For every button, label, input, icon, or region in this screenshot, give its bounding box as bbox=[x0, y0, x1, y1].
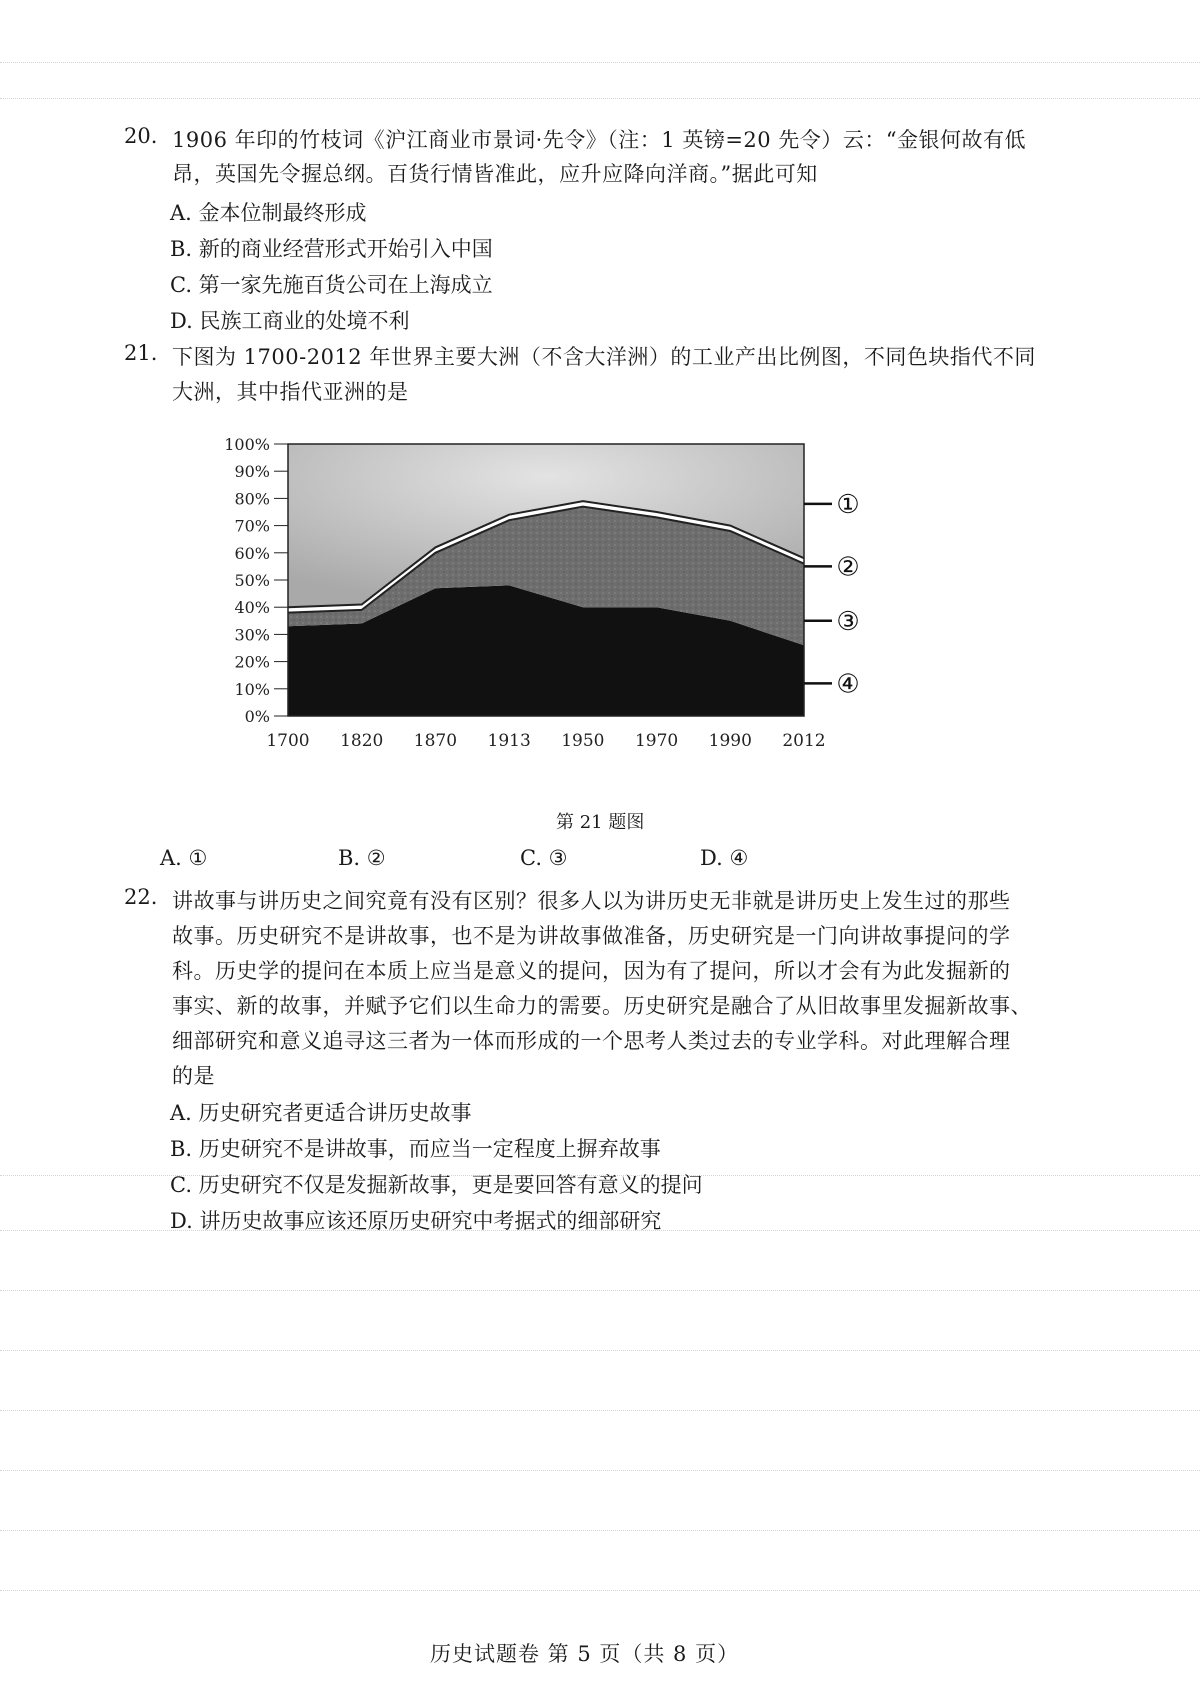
ruling-line bbox=[0, 98, 1200, 99]
y-tick-label: 100% bbox=[224, 435, 270, 454]
callout-label: ② bbox=[836, 552, 860, 583]
question-22-stem-line-5: 细部研究和意义追寻这三者为一体而形成的一个思考人类过去的专业学科。对此理解合理 bbox=[172, 1029, 1011, 1053]
question-22-number: 22. bbox=[124, 885, 158, 909]
y-tick-label: 60% bbox=[234, 543, 270, 563]
y-tick-label: 50% bbox=[234, 571, 270, 590]
question-20-stem-line-1: 1906 年印的竹枝词《沪江商业市景词·先令》（注：1 英镑=20 先令）云：“金银何故有低 bbox=[172, 128, 1027, 152]
page-footer: 历史试题卷 第 5 页（共 8 页） bbox=[430, 1642, 740, 1666]
question-22-option-d[interactable]: D. 讲历史故事应该还原历史研究中考据式的细部研究 bbox=[170, 1209, 662, 1233]
question-22-stem-line-6: 的是 bbox=[172, 1064, 215, 1088]
question-22-stem-line-3: 科。历史学的提问在本质上应当是意义的提问，因为有了提问，所以才会有为此发掘新的 bbox=[172, 959, 1011, 983]
question-22-option-a[interactable]: A. 历史研究者更适合讲历史故事 bbox=[170, 1101, 472, 1125]
ruling-line bbox=[0, 62, 1200, 63]
question-22-stem-line-1: 讲故事与讲历史之间究竟有没有区别？很多人以为讲历史无非就是讲历史上发生过的那些 bbox=[172, 889, 1011, 913]
question-22-stem-line-2: 故事。历史研究不是讲故事，也不是为讲故事做准备，历史研究是一门向讲故事提问的学 bbox=[172, 924, 1011, 948]
ruling-line bbox=[0, 1410, 1200, 1411]
question-21-option-c[interactable]: C. ③ bbox=[520, 846, 568, 870]
question-22-option-c[interactable]: C. 历史研究不仅是发掘新故事，更是要回答有意义的提问 bbox=[170, 1173, 703, 1197]
question-21-stem-line-1: 下图为 1700-2012 年世界主要大洲（不含大洋洲）的工业产出比例图，不同色块指代不同 bbox=[172, 345, 1036, 369]
x-tick-label: 1870 bbox=[413, 731, 458, 751]
question-21-number: 21. bbox=[124, 341, 158, 365]
ruling-line bbox=[0, 1530, 1200, 1531]
question-22-option-b[interactable]: B. 历史研究不是讲故事，而应当一定程度上摒弃故事 bbox=[170, 1137, 661, 1161]
figure-caption: 第 21 题图 bbox=[556, 812, 645, 833]
y-tick-label: 70% bbox=[234, 516, 270, 536]
y-tick-label: 10% bbox=[234, 679, 270, 699]
ruling-line bbox=[0, 1350, 1200, 1351]
x-tick-label: 1700 bbox=[266, 731, 310, 751]
ruling-line bbox=[0, 1470, 1200, 1471]
y-tick-label: 0% bbox=[244, 707, 270, 726]
callout-label: ① bbox=[836, 489, 860, 520]
y-tick-label: 30% bbox=[234, 625, 270, 645]
y-tick-label: 40% bbox=[234, 598, 270, 618]
x-tick-label: 1950 bbox=[561, 731, 605, 751]
y-tick-label: 20% bbox=[234, 652, 270, 672]
question-20-option-c[interactable]: C. 第一家先施百货公司在上海成立 bbox=[170, 273, 493, 297]
ruling-line bbox=[0, 1290, 1200, 1291]
x-tick-label: 1990 bbox=[708, 731, 752, 751]
x-tick-label: 1970 bbox=[634, 731, 679, 751]
question-21-stem-line-2: 大洲，其中指代亚洲的是 bbox=[172, 380, 409, 404]
question-21-option-a[interactable]: A. ① bbox=[160, 846, 208, 870]
question-20-number: 20. bbox=[124, 124, 158, 148]
question-21-option-b[interactable]: B. ② bbox=[338, 846, 386, 870]
callout-label: ④ bbox=[836, 669, 860, 700]
question-22-stem-line-4: 事实、新的故事，并赋予它们以生命力的需要。历史研究是融合了从旧故事里发掘新故事、 bbox=[172, 994, 1032, 1018]
question-20-option-b[interactable]: B. 新的商业经营形式开始引入中国 bbox=[170, 237, 493, 261]
ruling-line bbox=[0, 1590, 1200, 1591]
x-tick-label: 1913 bbox=[487, 731, 531, 751]
question-20-option-a[interactable]: A. 金本位制最终形成 bbox=[170, 201, 367, 225]
question-20-option-d[interactable]: D. 民族工商业的处境不利 bbox=[170, 309, 410, 333]
question-21-option-d[interactable]: D. ④ bbox=[700, 846, 749, 870]
industrial-output-chart bbox=[224, 430, 950, 790]
y-tick-label: 80% bbox=[234, 489, 270, 509]
x-tick-label: 2012 bbox=[782, 731, 826, 751]
y-tick-label: 90% bbox=[234, 462, 270, 482]
x-tick-label: 1820 bbox=[340, 731, 384, 751]
callout-label: ③ bbox=[836, 606, 860, 637]
question-20-stem-line-2: 昂，英国先令握总纲。百货行情皆准此，应升应降向洋商。”据此可知 bbox=[172, 162, 818, 186]
